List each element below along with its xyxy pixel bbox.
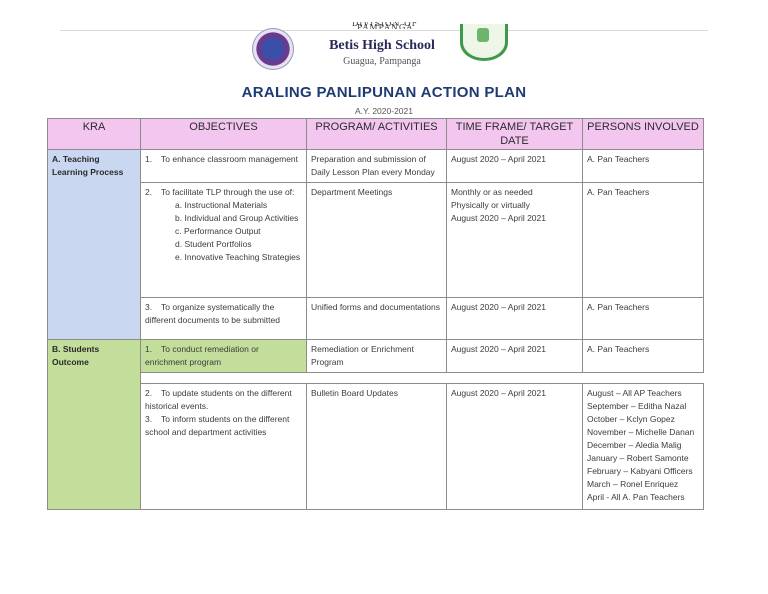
persons-cell: August – All AP Teachers September – Editha Nazal October – Kclyn Gopez November – Michelle Danan December – Aledia Malig January – Robert Samonte February – Kabyani Officers March – Ronel Enriquez April - All A. Pan Teachers bbox=[583, 384, 704, 510]
list-item: e. Innovative Teaching Strategies bbox=[175, 252, 301, 262]
program-cell: Department Meetings bbox=[307, 183, 447, 298]
gap-cell bbox=[141, 373, 704, 384]
time-cell: August 2020 – April 2021 bbox=[447, 150, 583, 183]
objective-cell: 3. To organize systematically the different documents to be submitted bbox=[141, 298, 307, 340]
table-row bbox=[48, 183, 704, 298]
school-division-text: DIVISION OF PAMPANGA bbox=[351, 22, 419, 29]
program-cell: Bulletin Board Updates bbox=[307, 384, 447, 510]
persons-cell: A. Pan Teachers bbox=[583, 340, 704, 373]
persons-cell: A. Pan Teachers bbox=[583, 298, 704, 340]
table-gap-row bbox=[48, 373, 704, 384]
table-row bbox=[48, 340, 704, 373]
document-title: ARALING PANLIPUNAN ACTION PLAN bbox=[241, 84, 527, 101]
list-item: c. Performance Output bbox=[175, 226, 261, 236]
academic-year: A.Y. 2020-2021 bbox=[355, 106, 413, 116]
header-time-frame: TIME FRAME/ TARGET DATE bbox=[447, 119, 583, 150]
table-row bbox=[48, 384, 704, 510]
school-name: Betis High School bbox=[329, 38, 435, 53]
list-item: d. Student Portfolios bbox=[175, 239, 252, 249]
program-cell: Preparation and submission of Daily Lesson Plan every Monday bbox=[307, 150, 447, 183]
kra-students-outcome: B. Students Outcome bbox=[48, 340, 141, 510]
header-kra: KRA bbox=[48, 119, 141, 150]
time-cell: August 2020 – April 2021 bbox=[447, 340, 583, 373]
letterhead bbox=[0, 22, 768, 74]
time-cell: Monthly or as needed Physically or virtually August 2020 – April 2021 bbox=[447, 183, 583, 298]
list-item: a. Instructional Materials bbox=[175, 200, 268, 210]
objective-cell: 1. To enhance classroom management bbox=[141, 150, 307, 183]
table-row bbox=[48, 298, 704, 340]
table-header-row bbox=[48, 119, 704, 150]
action-plan-table bbox=[47, 118, 704, 510]
header-program: PROGRAM/ ACTIVITIES bbox=[307, 119, 447, 150]
persons-cell: A. Pan Teachers bbox=[583, 183, 704, 298]
school-location: Guagua, Pampanga bbox=[343, 56, 421, 67]
table-row bbox=[48, 150, 704, 183]
school-seal-logo bbox=[460, 24, 508, 61]
objective-cell: 1. To conduct remediation or enrichment program bbox=[141, 340, 307, 373]
program-cell: Unified forms and documentations bbox=[307, 298, 447, 340]
objective-sublist bbox=[145, 199, 302, 264]
list-item: b. Individual and Group Activities bbox=[175, 213, 299, 223]
deped-seal-logo bbox=[252, 28, 294, 70]
objective-cell: 2. To facilitate TLP through the use of: a. Instructional Materials b. Individual and Group Activities c. Performance Output d. Student Portfolios e. Innovative Teaching Strategies bbox=[141, 183, 307, 298]
time-cell: August 2020 – April 2021 bbox=[447, 384, 583, 510]
objective-cell: 2. To update students on the different historical events. 3. To inform students on the different school and department activities bbox=[141, 384, 307, 510]
header-persons: PERSONS INVOLVED bbox=[583, 119, 704, 150]
header-objectives: OBJECTIVES bbox=[141, 119, 307, 150]
persons-cell: A. Pan Teachers bbox=[583, 150, 704, 183]
program-cell: Remediation or Enrichment Program bbox=[307, 340, 447, 373]
time-cell: August 2020 – April 2021 bbox=[447, 298, 583, 340]
kra-teaching-learning: A. Teaching Learning Process bbox=[48, 150, 141, 340]
